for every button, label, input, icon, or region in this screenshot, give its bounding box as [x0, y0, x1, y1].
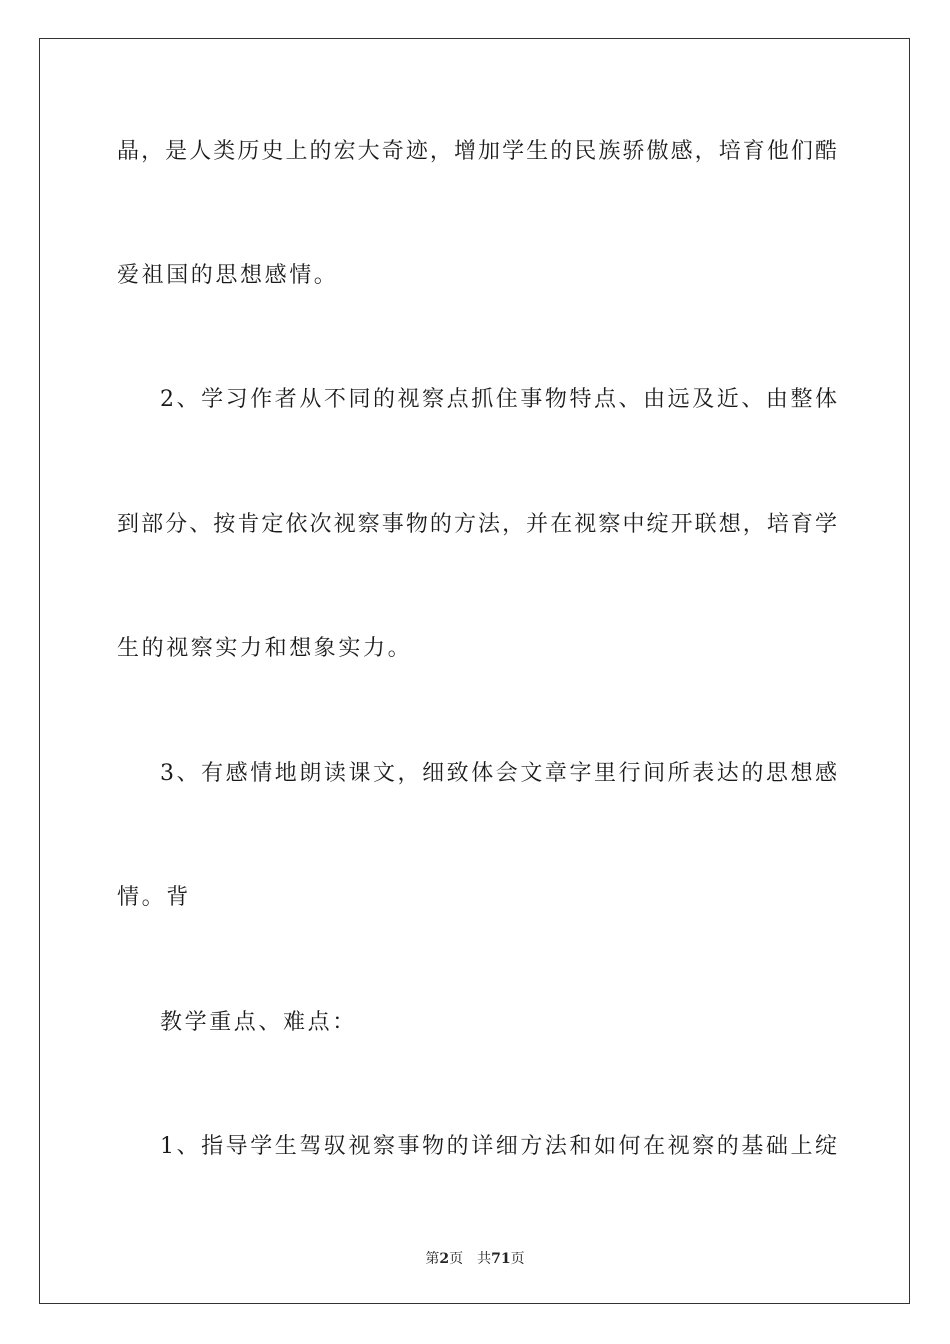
page-frame — [39, 38, 910, 1304]
footer-page-total: 71 — [491, 1251, 511, 1267]
body-line-5: 生的视察实力和想象实力。 — [117, 636, 413, 661]
footer-page-current: 2 — [439, 1251, 450, 1267]
body-line-9: 1、指导学生驾驭视察事物的详细方法和如何在视察的基础上绽 — [160, 1134, 837, 1159]
footer-total-prefix: 共 — [477, 1251, 492, 1267]
body-line-4: 到部分、按肯定依次视察事物的方法，并在视察中绽开联想，培育学 — [117, 512, 837, 537]
body-line-7: 情。背 — [117, 885, 191, 910]
footer-page-prefix: 第 — [425, 1251, 440, 1267]
body-line-3: 2、学习作者从不同的视察点抓住事物特点、由远及近、由整体 — [160, 387, 837, 412]
footer-total-suffix: 页 — [510, 1251, 525, 1267]
body-line-2: 爱祖国的思想感情。 — [117, 263, 339, 288]
footer-page-suffix: 页 — [449, 1251, 464, 1267]
body-line-6: 3、有感情地朗读课文，细致体会文章字里行间所表达的思想感 — [160, 761, 837, 786]
page-footer — [0, 1248, 950, 1268]
section-heading: 教学重点、难点： — [160, 1010, 357, 1035]
body-line-1: 晶，是人类历史上的宏大奇迹，增加学生的民族骄傲感，培育他们酷 — [117, 139, 837, 164]
